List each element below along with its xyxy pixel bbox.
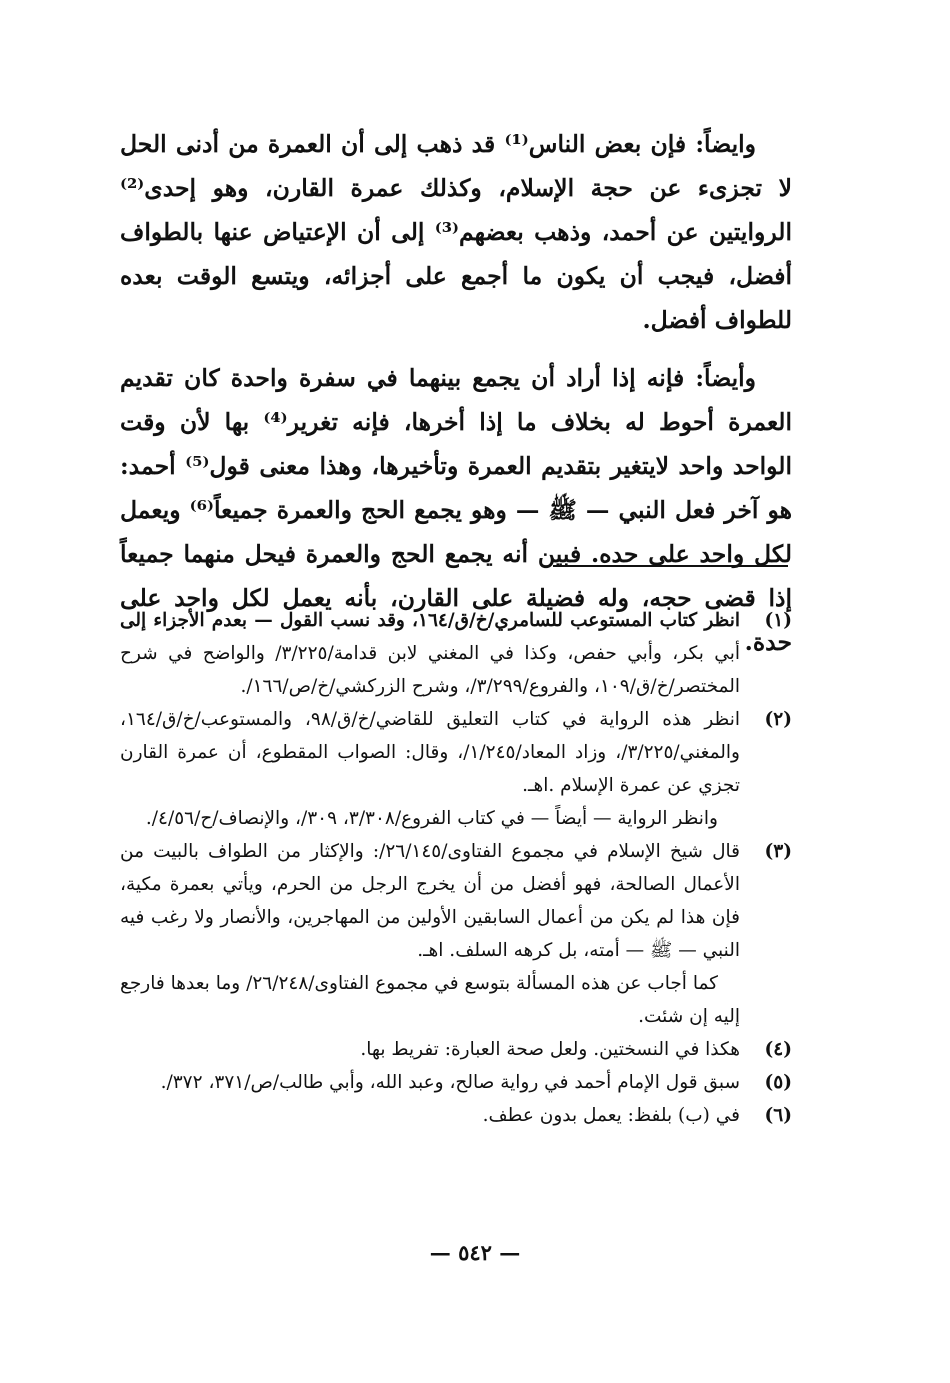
footnote-continuation: وانظر الرواية — أيضاً — في كتاب الفروع/٣/٣٠٨، ٣٠٩/، والإنصاف/ح/٤/٥٦/. xyxy=(145,808,718,829)
footnote-body: هكذا في النسختين. ولعل صحة العبارة: تفريط بها. xyxy=(360,1039,740,1060)
footnote-number: (٣) xyxy=(764,841,792,862)
footnote-number: (٤) xyxy=(764,1039,792,1060)
paragraph: وأيضاً: فإنه إذا أراد أن يجمع بينهما في سفرة واحدة كان تقديم العمرة أحوط له بخلاف ما إذا أخرها، فإنه تغرير⁽⁴⁾ بها لأن وقت الواحد واحد لايتغير بتقديم العمرة وتأخيرها، وهذا معنى قول⁽⁵⁾ أحمد: هو آخر فعل النبي — ﷺ — وهو يجمع الحج والعمرة جميعاً⁽⁶⁾ ويعمل لكل واحد على حده. فبين أنه يجمع الحج والعمرة فيحل منهما جميعاً إذا قضى حجه، وله فضيلة على القارن، بأنه يعمل لكل واحد على حدة. xyxy=(120,364,792,656)
footnote-item xyxy=(120,604,792,703)
footnote-item xyxy=(120,1099,792,1132)
footnote-continuation: كما أجاب عن هذه المسألة بتوسع في مجموع الفتاوى/٢٦/٢٤٨/ وما بعدها فارجع إليه إن شئت. xyxy=(120,973,740,1027)
main-text xyxy=(120,122,792,678)
page-number: — ٥٤٢ — xyxy=(429,1240,521,1265)
footnote-item xyxy=(120,1066,792,1099)
footnote-separator xyxy=(553,565,788,567)
footnote-item xyxy=(120,703,792,835)
footnote-text xyxy=(120,703,740,835)
footnote-number: (٦) xyxy=(764,1105,792,1126)
footnote-text xyxy=(120,604,740,703)
footnote-number: (٢) xyxy=(764,709,792,730)
footnote-lead: انظر كتاب المستوعب للسامري/خ/ق/١٦٤، وقد نسب القول — بعدم الأجزاء إلى xyxy=(120,610,740,631)
footnote-body: انظر هذه الرواية في كتاب التعليق للقاضي/خ/ق/٩٨، والمستوعب/خ/ق/١٦٤، والمغني/٣/٢٢٥/، وزاد المعاد/١/٢٤٥/، وقال: الصواب المقطوع، أن عمرة القارن تجزي عن عمرة الإسلام .اهـ. xyxy=(120,709,740,796)
footnote-body: أبي بكر، وأبي حفص، وكذا في المغني لابن قدامة/٣/٢٢٥/ والواضح في شرح المختصر/خ/ق/١٠٩، والفروع/٣/٢٩٩/، وشرح الزركشي/خ/ص/١٦٦/. xyxy=(120,643,740,697)
footnote-body: سبق قول الإمام أحمد في رواية صالح، وعبد الله، وأبي طالب/ص/٣٧١، ٣٧٢/. xyxy=(160,1072,740,1093)
footnote-body: قال شيخ الإسلام في مجموع الفتاوى/٢٦/١٤٥/: والإكثار من الطواف بالبيت من الأعمال الصالحة، فهو أفضل من أن يخرج الرجل من الحرم، ويأتي بعمرة مكية، فإن هذا لم يكن من أعمال السابقين الأولين من المهاجرين، والأنصار ولا رغب فيه النبي — ﷺ — أمته، بل كرهه السلف. اهـ. xyxy=(120,841,740,961)
footnote-text xyxy=(120,835,740,1033)
footnote-body: في (ب) بلفظ: يعمل بدون عطف. xyxy=(482,1105,740,1126)
footnote-number: (١) xyxy=(764,610,792,631)
footnotes xyxy=(120,604,792,1132)
paragraph: وايضاً: فإن بعض الناس⁽¹⁾ قد ذهب إلى أن العمرة من أدنى الحل لا تجزىء عن حجة الإسلام، وكذلك عمرة القارن، وهو إحدى⁽²⁾ الروايتين عن أحمد، وذهب بعضهم⁽³⁾ إلى أن الإعتياض عنها بالطواف أفضل، فيجب أن يكون ما أجمع على أجزائه، ويتسع الوقت بعده للطواف أفضل. xyxy=(120,130,793,334)
footnote-item xyxy=(120,1033,792,1066)
footnote-number: (٥) xyxy=(764,1072,792,1093)
footnote-item xyxy=(120,835,792,1033)
